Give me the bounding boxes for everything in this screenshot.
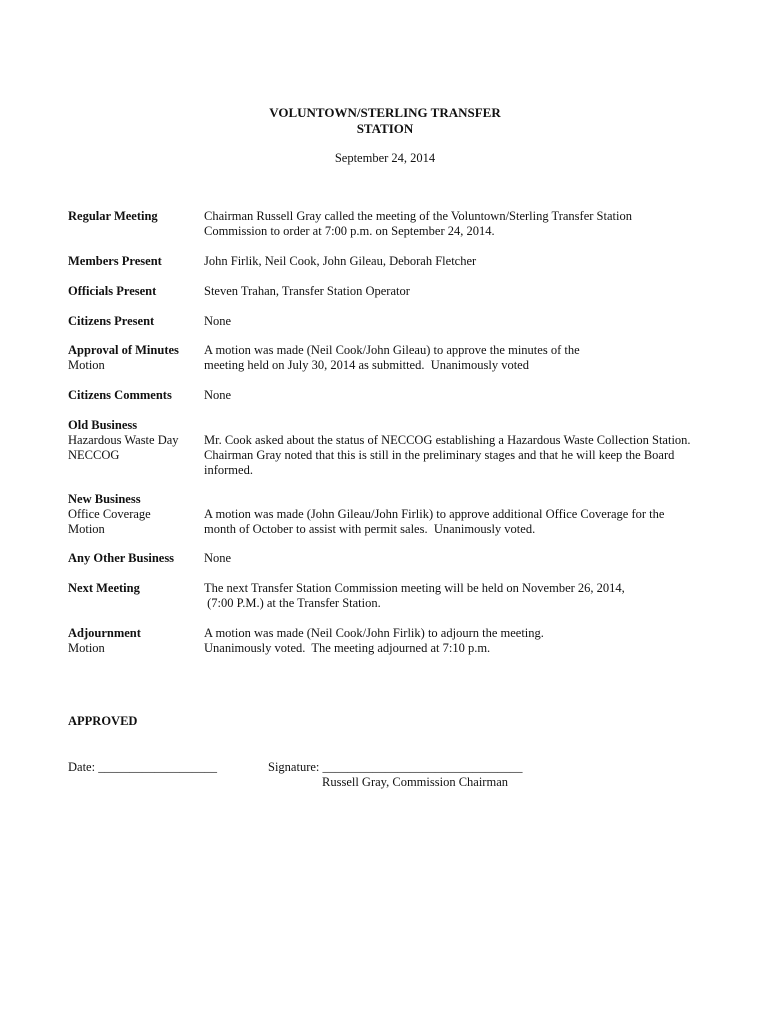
- section-content: [204, 581, 708, 611]
- section-content: [204, 314, 708, 329]
- minutes-section: [68, 418, 708, 478]
- section-content-line: Commission to order at 7:00 p.m. on September 24, 2014.: [204, 224, 495, 238]
- section-label: [68, 209, 204, 239]
- section-label-line: Adjournment: [68, 626, 141, 640]
- section-content-line: Steven Trahan, Transfer Station Operator: [204, 284, 410, 298]
- section-content: [204, 492, 708, 537]
- date-field: Date: ___________________: [68, 760, 217, 774]
- section-label-line: Next Meeting: [68, 581, 140, 595]
- section-content: [204, 254, 708, 269]
- section-content-line: A motion was made (John Gileau/John Firlik) to approve additional Office Coverage for the: [204, 507, 665, 521]
- section-label-line: Any Other Business: [68, 551, 175, 565]
- minutes-section: [68, 314, 708, 329]
- minutes-section: [68, 551, 708, 566]
- section-label-line: Motion: [68, 641, 105, 655]
- section-content-line: Chairman Russell Gray called the meeting of the Voluntown/Sterling Transfer Station: [204, 209, 632, 223]
- section-content-line: [204, 492, 708, 507]
- minutes-section: [68, 492, 708, 537]
- section-label-line: Hazardous Waste Day: [68, 433, 179, 447]
- section-content-line: Chairman Gray noted that this is still in the preliminary stages and that he will keep the Board: [204, 448, 675, 462]
- section-content-line: None: [204, 551, 232, 565]
- section-label-line: Regular Meeting: [68, 209, 158, 223]
- minutes-section: [68, 343, 708, 373]
- section-content-line: month of October to assist with permit sales. Unanimously voted.: [204, 522, 536, 536]
- section-content: [204, 284, 708, 299]
- minutes-section: [68, 388, 708, 403]
- section-content-line: [204, 418, 708, 433]
- section-content-line: Mr. Cook asked about the status of NECCOG establishing a Hazardous Waste Collection Station.: [204, 433, 691, 447]
- title-block: [0, 105, 770, 166]
- title-line-1: VOLUNTOWN/STERLING TRANSFER: [269, 105, 501, 120]
- section-content-line: Unanimously voted. The meeting adjourned at 7:10 p.m.: [204, 641, 491, 655]
- section-content: [204, 388, 708, 403]
- section-content-line: A motion was made (Neil Cook/John Gileau) to approve the minutes of the: [204, 343, 580, 357]
- signature-field: Signature: ________________________________: [268, 760, 523, 774]
- section-label-line: Members Present: [68, 254, 162, 268]
- section-content-line: meeting held on July 30, 2014 as submitted. Unanimously voted: [204, 358, 529, 372]
- section-label-line: Motion: [68, 358, 105, 372]
- section-content-line: None: [204, 314, 232, 328]
- minutes-section: [68, 581, 708, 611]
- section-label: [68, 492, 204, 537]
- minutes-section: [68, 626, 708, 656]
- section-label: [68, 388, 204, 403]
- section-content-line: The next Transfer Station Commission meeting will be held on November 26, 2014,: [204, 581, 625, 595]
- minutes-section: [68, 284, 708, 299]
- section-content: [204, 551, 708, 566]
- section-label-line: Office Coverage: [68, 507, 151, 521]
- meeting-date: September 24, 2014: [334, 151, 436, 165]
- section-label-line: New Business: [68, 492, 141, 506]
- section-label-line: Approval of Minutes: [68, 343, 179, 357]
- section-content-line: John Firlik, Neil Cook, John Gileau, Deborah Fletcher: [204, 254, 477, 268]
- section-label-line: Old Business: [68, 418, 138, 432]
- section-label: [68, 284, 204, 299]
- section-label-line: Citizens Comments: [68, 388, 172, 402]
- section-content-line: None: [204, 388, 232, 402]
- section-label-line: Officials Present: [68, 284, 157, 298]
- section-label-line: Motion: [68, 522, 105, 536]
- section-content: [204, 343, 708, 373]
- section-label-line: NECCOG: [68, 448, 120, 462]
- title-line-2: STATION: [356, 121, 414, 136]
- minutes-section: [68, 254, 708, 269]
- section-label: [68, 626, 204, 656]
- section-label: [68, 581, 204, 611]
- section-content: [204, 626, 708, 656]
- approved-heading: APPROVED: [68, 714, 138, 728]
- section-content-line: (7:00 P.M.) at the Transfer Station.: [204, 596, 381, 610]
- minutes-section: [68, 209, 708, 239]
- signature-name: Russell Gray, Commission Chairman: [322, 775, 508, 789]
- section-content: [204, 418, 708, 478]
- section-label: [68, 343, 204, 373]
- section-content-line: A motion was made (Neil Cook/John Firlik) to adjourn the meeting.: [204, 626, 544, 640]
- section-content-line: informed.: [204, 463, 253, 477]
- section-label-line: Citizens Present: [68, 314, 155, 328]
- section-content: [204, 209, 708, 239]
- section-label: [68, 551, 204, 566]
- section-label: [68, 418, 204, 478]
- section-label: [68, 314, 204, 329]
- section-label: [68, 254, 204, 269]
